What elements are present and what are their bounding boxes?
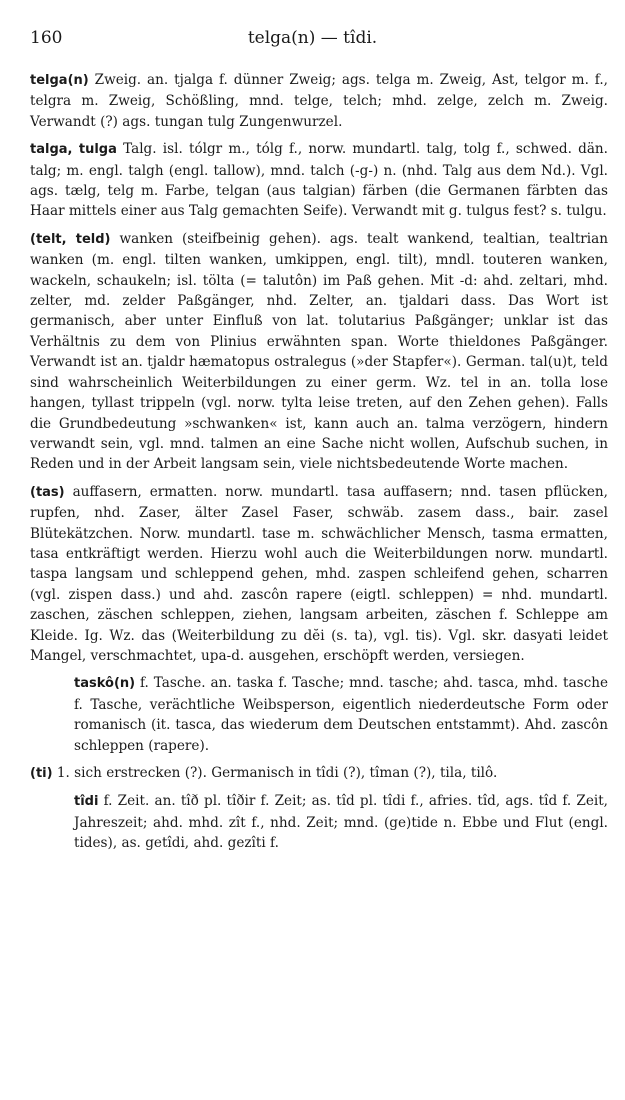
headword: (tas) (30, 484, 65, 500)
entry-text: wanken (steifbeinig gehen). ags. tealt wankend, tealtian, tealtrian wanken (m. engl. tilten wanken, umkippen, engl. tilt), mndl. touteren wanken, wackeln, schaukeln; isl. tölta (= talutôn) im Paß gehen. Mit -d: ahd. zeltari, mhd. zelter, md. zelder Paßgänger, nhd. Zelter, an. tjaldari dass. Das Wort ist germanisch, aber unter Einfluß von lat. tolutarius Paßgänger; unklar ist das Verhältnis zu dem von Plinius erwähnten span. Worte thieldones Paßgänger. Verwandt ist an. tjaldr hæmatopus ostralegus (»der Stapfer«). German. tal(u)t, teld sind wahrscheinlich Weiterbildungen zu einer germ. Wz. tel in an. tolla lose hangen, tyllast trippeln (vgl. norw. tylta leise treten, auf den Zehen gehen). Falls die Grundbedeutung »schwanken« ist, kann auch an. talma verzögern, hindern verwandt sein, vgl. mnd. talmen an eine Sache nicht wollen, Aufschub suchen, in Reden und in der Arbeit langsam sein, viele nichtsbedeutende Worte machen. (30, 230, 608, 473)
page-body (30, 70, 608, 861)
entry-text: f. Tasche. an. taska f. Tasche; mnd. tasche; ahd. tasca, mhd. tasche f. Tasche, verächtliche Weibsperson, eigentlich niederdeutsche Form oder romanisch (it. tasca, das wiederum dem Deutschen entstammt). Ahd. zascôn schleppen (rapere). (74, 675, 608, 754)
page-header (30, 28, 595, 52)
headword: telga(n) (30, 73, 89, 88)
entry-tasko (74, 673, 608, 756)
headword: taskô(n) (74, 676, 136, 692)
entry-ti (30, 763, 608, 784)
entry-tas (30, 482, 608, 667)
page-number: 160 (30, 28, 63, 48)
running-title: telga(n) — tîdi. (247, 28, 378, 48)
entry-tidi (74, 791, 608, 853)
headword: (ti) (30, 766, 53, 781)
entry-talga (30, 139, 608, 222)
entry-telga (30, 70, 608, 132)
headword: tîdi (74, 794, 99, 810)
headword: (telt, teld) (30, 231, 111, 247)
entry-text: auffasern, ermatten. norw. mundartl. tasa auffasern; nnd. tasen pflücken, rupfen, nhd. Zaser, älter Zasel Faser, schwäb. zasem dass., bair. zasel Blütekätzchen. Norw. mundartl. tase m. schwächlicher Mensch, tasma ermatten, tasa entkräftigt werden. Hierzu wohl auch die Weiterbildungen norw. mundartl. taspa langsam und schleppend gehen, mhd. zaspen schleifend gehen, scharren (vgl. zispen dass.) und ahd. zascôn rapere (eigtl. schleppen) = nhd. mundartl. zaschen, zäschen schleppen, ziehen, langsam arbeiten, zäschen f. Schleppe am Kleide. Ig. Wz. das (Weiterbildung zu dĕi (s. ta), vgl. tis). Vgl. skr. dasyati leidet Mangel, verschmachtet, upa-d. ausgehen, erschöpft werden, versiegen. (30, 483, 609, 664)
entry-text: Talg. isl. tólgr m., tólg f., norw. mundartl. talg, tolg f., schwed. dän. talg; m. engl. talgh (engl. tallow), mnd. talch (-g-) n. (nhd. Talg aus dem Nd.). Vgl. ags. tælg, telg m. Farbe, telgan (aus talgian) färben (die Germanen färbten das Haar mittels einer aus Talg gemachten Seife). Verwandt mit g. tulgus fest? s. tulgu. (30, 141, 608, 220)
entry-text: f. Zeit. an. tîð pl. tîðir f. Zeit; as. tîd pl. tîdi f., afries. tîd, ags. tîd f. Zeit, Jahreszeit; ahd. mhd. zît f., nhd. Zeit; mnd. (ge)tide n. Ebbe und Flut (engl. tides), as. getîdi, ahd. gezîti f. (74, 793, 609, 852)
entry-text: Zweig. an. tjalga f. dünner Zweig; ags. telga m. Zweig, Ast, telgor m. f., telgra m. Zweig, Schößling, mnd. telge, telch; mhd. zelge, zelch m. Zweig. Verwandt (?) ags. tungan tulg Zungenwurzel. (30, 72, 608, 130)
entry-telt (30, 229, 608, 475)
headword: talga, tulga (30, 142, 117, 158)
entry-text: 1. sich erstrecken (?). Germanisch in tîdi (?), tîman (?), tila, tilô. (56, 765, 498, 781)
